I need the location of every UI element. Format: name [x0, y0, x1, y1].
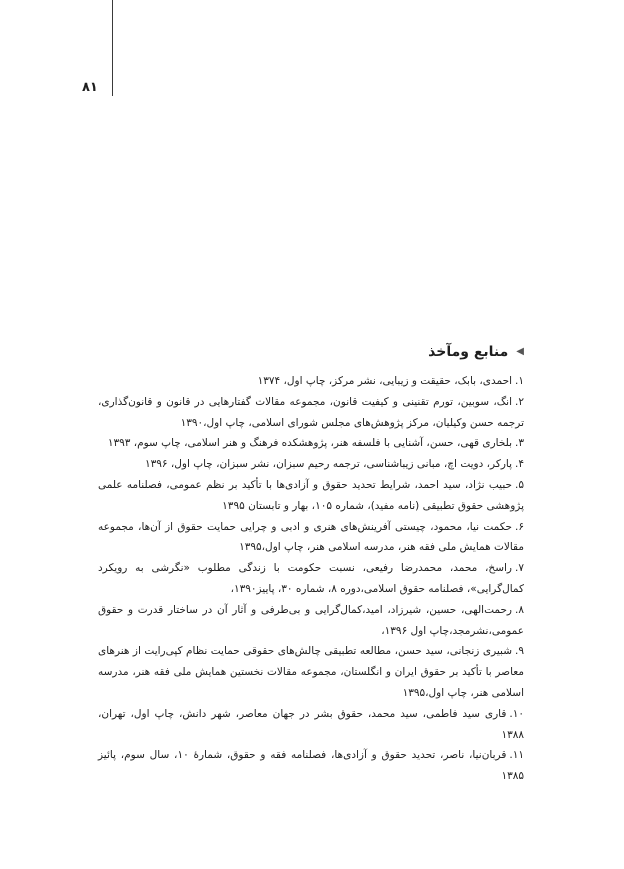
reference-item [98, 454, 524, 475]
reference-number: ۱. [515, 375, 524, 387]
reference-text: راسخ، محمد، محمدرضا رفیعی، نسبت حکومت با زندگی مطلوب «نگرشی به رویکرد کمال‌گرایی»، فصلنامه حقوق اسلامی،دوره ۸، شماره ۳۰، پاییز۱۳۹۰، [98, 562, 524, 595]
reference-text: حکمت نیا، محمود، چیستی آفرینش‌های هنری و ادبی و چرایی حمایت حقوق از آن‌ها، مجموعه مقالات همایش ملی فقه هنر، مدرسه اسلامی هنر، چاپ اول،۱۳۹۵ [98, 520, 524, 554]
reference-item [98, 517, 524, 559]
reference-text: رحمت‌الهی، حسین، شیرزاد، امید،کمال‌گرایی و بی‌طرفی و آثار آن در ساختار قدرت و حقوق عمومی،نشرمجد،چاپ اول ۱۳۹۶، [98, 603, 524, 637]
reference-number: ۴. [515, 458, 524, 471]
reference-number: ۵. [515, 478, 524, 491]
reference-item [98, 433, 524, 454]
triangle-left-icon: ◀ [516, 346, 524, 357]
reference-item [98, 371, 524, 392]
reference-number: ۸. [515, 603, 524, 616]
reference-item [98, 641, 524, 703]
header-rule [112, 0, 113, 96]
reference-number: ۱۰. [509, 707, 524, 720]
reference-text: انگ، سوبین، تورم تقنینی و کیفیت قانون، مجموعه مقالات گفتارهایی در قانون و قانون‌گذاری، ترجمه حسن وکیلیان، مرکز پژوهش‌های مجلس شورای اسلامی، چاپ اول،۱۳۹۰ [98, 395, 524, 429]
reference-item [98, 600, 524, 642]
reference-text: شبیری زنجانی، سید حسن، مطالعه تطبیقی چالش‌های حقوقی حمایت نظام کپی‌رایت از هنرهای معاصر با تأکید بر حقوق ایران و انگلستان، مجموعه مقالات نخستین همایش ملی فقه هنر، مدرسه اسلامی هنر، چاپ اول،۱۳۹۵ [98, 645, 524, 699]
reference-number: ۶. [515, 520, 524, 533]
reference-text: بلخاری قهی، حسن، آشنایی با فلسفه هنر، پژوهشکده فرهنگ و هنر اسلامی، چاپ سوم، ۱۳۹۳ [107, 437, 513, 450]
reference-item [98, 392, 524, 434]
reference-item [98, 704, 524, 746]
references-section [98, 341, 524, 787]
reference-item [98, 745, 524, 787]
reference-number: ۲. [515, 395, 524, 408]
reference-item [98, 475, 524, 517]
reference-text: احمدی، بابک، حقیقت و زیبایی، نشر مرکز، چاپ اول، ۱۳۷۴ [257, 375, 513, 387]
reference-text: پارکر، دویت اچ، مبانی زیباشناسی، ترجمه رحیم سبزان، نشر سبزان، چاپ اول، ۱۳۹۶ [144, 458, 513, 471]
reference-list [98, 371, 524, 787]
reference-number: ۳. [515, 437, 524, 450]
section-heading-text: منابع ومآخذ [428, 344, 509, 360]
section-heading [98, 341, 524, 363]
reference-number: ۷. [515, 562, 524, 575]
reference-text: قاری سید فاطمی، سید محمد، حقوق بشر در جهان معاصر، شهر دانش، چاپ اول، تهران، ۱۳۸۸ [98, 707, 524, 741]
reference-text: حبیب نژاد، سید احمد، شرایط تحدید حقوق و آزادی‌ها با تأکید بر نظم عمومی، فصلنامه علمی پژوهشی حقوق تطبیقی (نامه مفید)، شماره ۱۰۵، بهار و تابستان ۱۳۹۵ [98, 478, 524, 512]
reference-number: ۱۱. [509, 749, 524, 762]
reference-item [98, 558, 524, 600]
reference-number: ۹. [515, 645, 524, 658]
page-number: ۸۱ [82, 80, 98, 95]
reference-text: قربان‌نیا، ناصر، تحدید حقوق و آزادی‌ها، فصلنامه فقه و حقوق، شمارهٔ ۱۰، سال سوم، پائیز ۱۳۸۵ [98, 749, 524, 783]
